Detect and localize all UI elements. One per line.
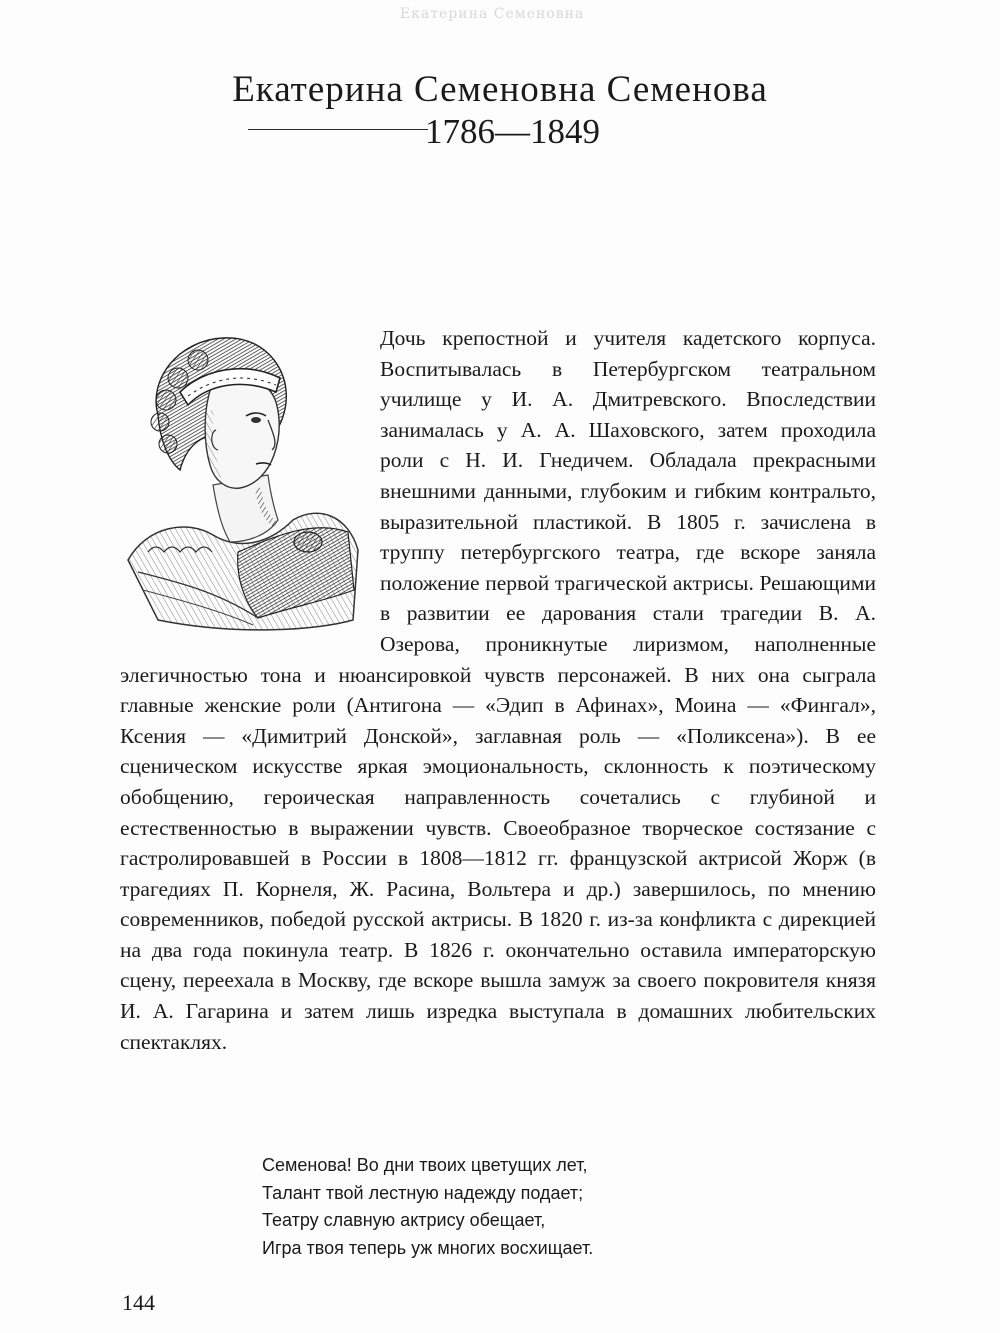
poem-line: Талант твой лестную надежду подает; (262, 1182, 584, 1203)
poem-line: Семенова! Во дни твоих цветущих лет, (262, 1155, 588, 1175)
poem-line: Игра твоя теперь уж многих восхищает. (262, 1237, 594, 1258)
page-number: 144 (122, 1290, 155, 1315)
portrait-float-spacer (120, 323, 380, 629)
poem-block (262, 1152, 593, 1262)
poem-line: Театру славную актрису обещает, (262, 1210, 546, 1230)
article-body (120, 323, 876, 1057)
page-title: Екатерина Семеновна Семенова (232, 69, 768, 110)
title-rule (248, 129, 428, 130)
article-body-text: Дочь крепостной и учителя кадетского корпуса. Воспитывалась в Петербургском театральном училище у И. А. Дмитревского. Впоследствии занималась у А. А. Шаховского, затем проходила роли с Н. И. Гнедичем. Обладала прекрасными внешними данными, глубоким и гибким контральто, выразительной пластикой. В 1805 г. зачислена в труппу петербургского театра, где вскоре заняла положение первой трагической актрисы. Решающими в развитии ее дарования стали трагедии В. А. Озерова, проникнутые лиризмом, наполненные элегичностью тона и нюансировкой чувств персонажей. В них она сыграла главные женские роли (Антигона — «Эдип в Афинах», Моина — «Фингал», Ксения — «Димитрий Донской», заглавная роль — «Поликсена»). В ее сценическом искусстве яркая эмоциональность, склонность к поэтическому обобщению, героическая направленность сочетались с глубиной и естественностью в выражении чувств. Своеобразное творческое состязание с гастролировавшей в России в 1808—1812 гг. французской актрисой Жорж (в трагедиях П. Корнеля, Ж. Расина, Вольтера и др.) завершилось, по мнению современников, победой русской актрисы. В 1820 г. из-за конфликта с дирекцией на два года покинула театр. В 1826 г. окончательно оставила императорскую сцену, переехала в Москву, где вскоре вышла замуж за своего покровителя князя И. А. Гагарина и затем лишь изредка выступала в домашних любительских спектаклях. (120, 326, 876, 1054)
running-head: Екатерина Семеновна (400, 6, 585, 22)
life-dates: 1786—1849 (425, 112, 600, 151)
